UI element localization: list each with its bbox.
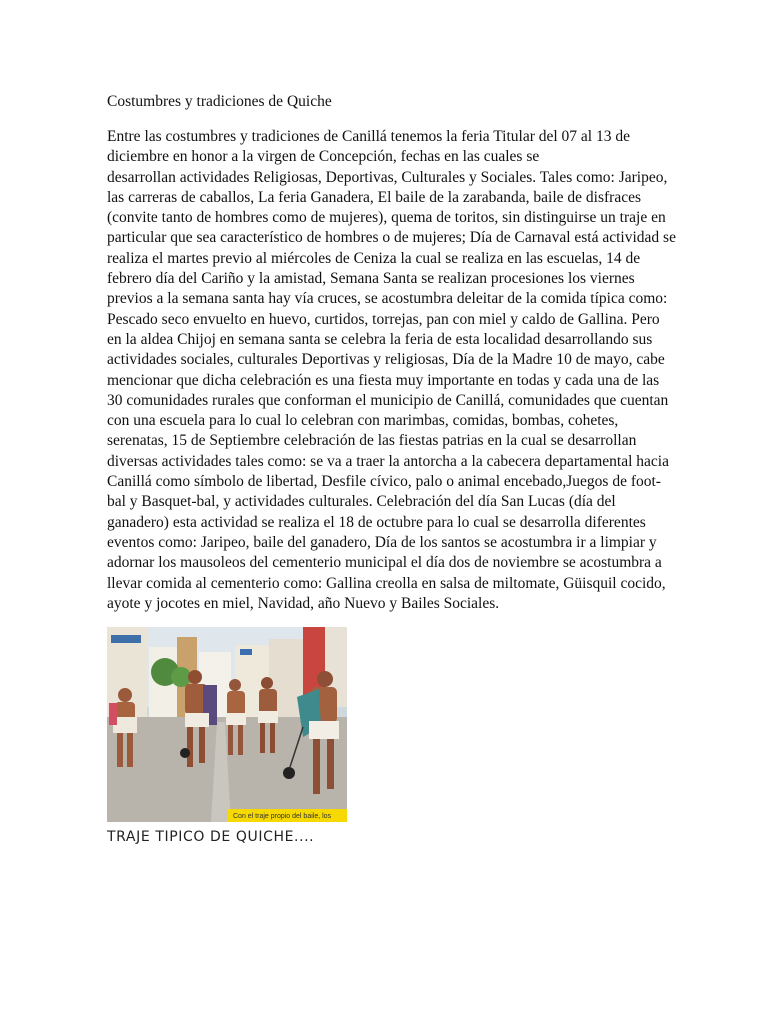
document-title: Costumbres y tradiciones de Quiche — [107, 93, 332, 110]
body-line: Entre las costumbres y tradiciones de Canillá tenemos la feria Titular del 07 al 13 de — [107, 128, 630, 145]
body-line: mencionar que dicha celebración es una fiesta muy importante en todas y cada una de las — [107, 371, 660, 389]
body-line: eventos como: Jaripeo, baile del ganadero, Día de los santos se acostumbra ir a limpiar y — [107, 533, 657, 551]
body-line: particular que sea característico de hombres o de mujeres; Día de Carnaval está actividad se — [107, 229, 676, 247]
body-line: previos a la semana santa hay vía cruces, se acostumbra deleitar de la comida típica como: — [107, 290, 668, 308]
body-line: desarrollan actividades Religiosas, Deportivas, Culturales y Sociales. Tales como: Jaripeo, — [107, 168, 668, 186]
body-line: las carreras de caballos, La feria Ganadera, El baile de la zarabanda, baile de disfraces — [107, 188, 642, 206]
parade-photo — [107, 627, 347, 822]
body-line: diversas actividades tales como: se va a traer la antorcha a la cabecera departamental hacia — [107, 452, 669, 470]
photo-caption: TRAJE TIPICO DE QUICHE.... — [107, 829, 315, 845]
body-line: ganadero) esta actividad se realiza el 18 de octubre para lo cual se desarrolla diferentes — [107, 513, 646, 531]
document-body — [107, 127, 676, 614]
body-line: en la aldea Chijoj en semana santa se celebra la feria de esta localidad desarrollando sus — [107, 330, 653, 348]
body-line: bal y Basquet-bal, y actividades culturales. Celebración del día San Lucas (día del — [107, 493, 616, 511]
body-line: (convite tanto de hombres como de mujeres), quema de toritos, sin distinguirse un traje en — [107, 209, 666, 227]
body-line: realiza el martes previo al miércoles de Ceniza la cual se realiza en las escuelas, 14 de — [107, 249, 641, 267]
body-line: ayote y jocotes en miel, Navidad, año Nuevo y Bailes Sociales. — [107, 594, 500, 612]
body-line: diciembre en honor a la virgen de Concepción, fechas en las cuales se — [107, 148, 540, 166]
body-line: Pescado seco envuelto en huevo, curtidos, torrejas, pan con miel y caldo de Gallina. Pero — [107, 310, 660, 328]
body-line: 30 comunidades rurales que conforman el municipio de Canillá, comunidades que cuentan — [107, 391, 669, 409]
body-line: adornar los mausoleos del cementerio municipal el día dos de noviembre se acostumbra a — [107, 554, 662, 572]
body-line: Canillá como símbolo de libertad, Desfile cívico, palo o animal encebado,Juegos de foot- — [107, 473, 661, 491]
photo-banner-text: Con el traje propio del baile, los — [233, 813, 332, 820]
body-line: febrero día del Cariño y la amistad, Semana Santa se realizan procesiones los viernes — [107, 270, 635, 288]
body-line: llevar comida al cementerio como: Gallina creolla en salsa de miltomate, Güisquil cocido, — [107, 574, 666, 592]
body-line: con una escuela para lo cual lo celebran con marimbas, comidas, bombas, cohetes, — [107, 412, 619, 430]
body-line: actividades sociales, culturales Deportivas y religiosas, Día de la Madre 10 de mayo, cabe — [107, 351, 665, 369]
body-line: serenatas, 15 de Septiembre celebración de las fiestas patrias en la cual se desarrollan — [107, 432, 637, 450]
